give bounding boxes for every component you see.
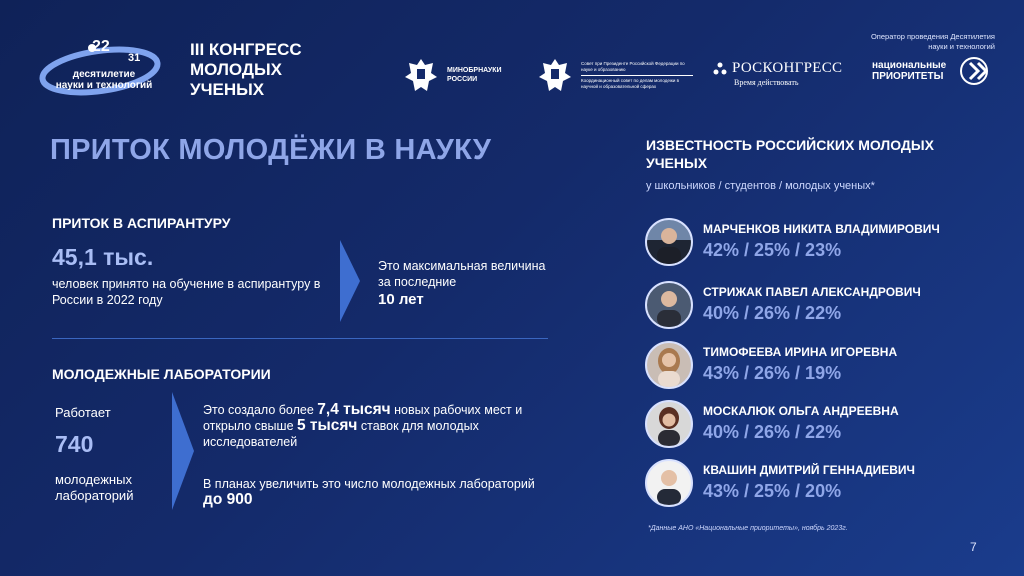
logo-number-31: 31 — [128, 52, 141, 64]
labs-note-part2: новых рабочих мест и открыло свыше — [203, 403, 523, 433]
person-card — [645, 281, 1005, 333]
page-number: 7 — [970, 540, 977, 554]
logo-text — [44, 69, 164, 91]
national-priorities-arrow-icon — [960, 57, 994, 85]
operator-label: Оператор проведения Десятилетия науки и технологий — [870, 32, 995, 51]
sovet-line1: Совет при Президенте Российской Федерации по науке и образованию — [581, 61, 693, 76]
person-values: 43% / 26% / 19% — [703, 363, 842, 383]
postgrad-note — [378, 258, 558, 308]
partner-roscongress — [712, 60, 842, 87]
sovet-label — [581, 61, 693, 90]
chevron-right-icon — [340, 240, 360, 322]
chevron-right-icon — [172, 392, 194, 510]
labs-label: молодежных лабораторий — [55, 472, 134, 503]
person-name: МОСКАЛЮК ОЛЬГА АНДРЕЕВНА — [703, 404, 899, 418]
postgrad-note-text: Это максимальная величина за последние — [378, 259, 546, 289]
person-silhouette-icon — [647, 402, 691, 446]
person-name: КВАШИН ДМИТРИЙ ГЕННАДИЕВИЧ — [703, 463, 915, 477]
person-name: СТРИЖАК ПАВЕЛ АЛЕКСАНДРОВИЧ — [703, 285, 921, 299]
person-silhouette-icon — [647, 461, 691, 505]
person-card — [645, 341, 1005, 393]
postgrad-note-emphasis: 10 лет — [378, 291, 424, 308]
russian-emblem-icon — [537, 55, 573, 95]
person-card — [645, 400, 1005, 452]
logo-number-22: 22 — [92, 38, 110, 55]
postgrad-description: человек принято на обучение в аспирантуру в России в 2022 году — [52, 277, 321, 307]
section-divider — [52, 338, 548, 339]
minobr-label: МИНОБРНАУКИ РОССИИ — [447, 67, 502, 83]
person-silhouette-icon — [647, 220, 691, 264]
roscongress-label: РОСКОНГРЕСС — [732, 60, 843, 76]
person-card — [645, 218, 1005, 270]
avatar — [645, 341, 693, 389]
person-name: МАРЧЕНКОВ НИКИТА ВЛАДИМИРОВИЧ — [703, 222, 940, 236]
person-name: ТИМОФЕЕВА ИРИНА ИГОРЕВНА — [703, 345, 898, 359]
russian-emblem-icon — [403, 55, 439, 95]
section-heading-labs: МОЛОДЕЖНЫЕ ЛАБОРАТОРИИ — [52, 366, 271, 382]
fame-subtitle: у школьников / студентов / молодых ученых* — [646, 180, 875, 192]
avatar — [645, 459, 693, 507]
person-values: 42% / 25% / 23% — [703, 240, 842, 260]
person-silhouette-icon — [647, 283, 691, 327]
person-values: 40% / 26% / 22% — [703, 422, 842, 442]
labs-works-label: Работает — [55, 405, 111, 420]
sovet-line2: Координационный совет по делам молодежи в научной и образовательной сферах — [581, 77, 679, 89]
section-heading-postgrad: ПРИТОК В АСПИРАНТУРУ — [52, 215, 231, 231]
avatar — [645, 400, 693, 448]
logo-text-line1: десятилетие — [72, 69, 136, 80]
labs-plan-text: В планах увеличить это число молодежных лабораторий — [203, 477, 535, 491]
roscongress-slogan: Время действовать — [734, 78, 799, 87]
fame-title: ИЗВЕСТНОСТЬ РОССИЙСКИХ МОЛОДЫХ УЧЕНЫХ — [646, 137, 934, 171]
labs-note-part1: Это создало более — [203, 403, 318, 417]
roscongress-icon — [712, 61, 728, 77]
labs-plan — [203, 476, 543, 508]
postgrad-value: 45,1 тыс. — [52, 244, 154, 270]
logo-text-line2: науки и технологий — [55, 80, 153, 91]
person-card — [645, 459, 1005, 511]
avatar — [645, 218, 693, 266]
labs-plan-bold: до 900 — [203, 491, 253, 508]
partner-sovet — [537, 55, 693, 95]
labs-note-part3: ставок для молодых исследователей — [203, 419, 479, 449]
labs-note-bold2: 5 тысяч — [297, 417, 358, 434]
page-title: ПРИТОК МОЛОДЁЖИ В НАУКУ — [50, 134, 492, 166]
person-values: 40% / 26% / 22% — [703, 303, 842, 323]
labs-value: 740 — [55, 431, 94, 457]
partner-minobrnauki — [403, 55, 509, 95]
national-priorities-label: национальные ПРИОРИТЕТЫ — [872, 60, 947, 82]
labs-note — [203, 402, 543, 450]
person-silhouette-icon — [647, 343, 691, 387]
footnote: *Данные АНО «Национальные приоритеты», ноябрь 2023г. — [648, 525, 848, 532]
congress-title: III КОНГРЕСС МОЛОДЫХ УЧЕНЫХ — [190, 40, 302, 99]
labs-note-bold1: 7,4 тысяч — [317, 401, 391, 418]
avatar — [645, 281, 693, 329]
person-values: 43% / 25% / 20% — [703, 481, 842, 501]
